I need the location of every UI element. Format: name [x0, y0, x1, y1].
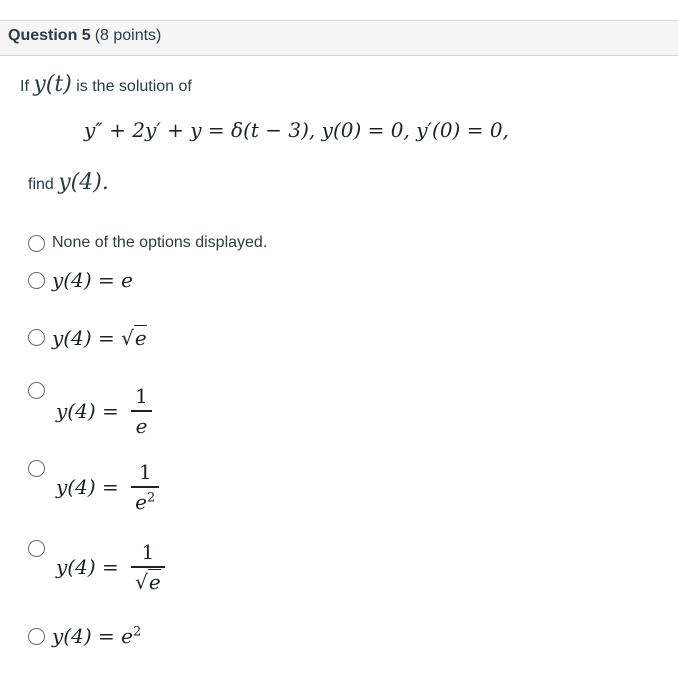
fraction-denominator: [131, 488, 159, 514]
prompt-intro: [20, 72, 192, 97]
option-radio-one-over-e-squared[interactable]: [28, 460, 45, 477]
option-equals: =: [98, 268, 115, 292]
fraction-denominator: e: [135, 413, 148, 438]
denominator-exponent: 2: [146, 489, 156, 505]
option-lhs: y(4): [56, 474, 96, 499]
option-rhs: e: [121, 268, 133, 292]
option-label-sqrt-e[interactable]: [52, 326, 147, 350]
option-rhs: [121, 624, 141, 648]
rhs-exponent: 2: [132, 624, 142, 640]
prompt-if: If: [20, 78, 29, 95]
option-radio-one-over-sqrt-e[interactable]: [28, 540, 45, 557]
option-radio-e[interactable]: [28, 272, 45, 289]
question-title: [8, 27, 161, 45]
find-label: find: [28, 176, 54, 193]
option-radio-e-squared[interactable]: [28, 628, 45, 645]
prompt-function: y(t): [33, 72, 72, 97]
option-equals: =: [98, 326, 115, 350]
option-label-one-over-sqrt-e[interactable]: [56, 540, 165, 594]
sqrt-expression: √e: [135, 569, 161, 594]
differential-equation: y″ + 2y′ + y = δ(t − 3), y(0) = 0, y′(0) = 0,: [84, 118, 509, 142]
fraction: [131, 384, 152, 438]
sqrt-radicand: e: [148, 569, 161, 594]
option-radio-none[interactable]: [28, 235, 45, 252]
prompt-intro-rest: is the solution of: [76, 78, 192, 95]
sqrt-radicand: e: [134, 326, 147, 350]
option-radio-sqrt-e[interactable]: [28, 329, 45, 346]
option-radio-one-over-e[interactable]: [28, 382, 45, 399]
option-lhs: y(4): [52, 624, 92, 648]
option-equals: =: [98, 624, 115, 648]
option-equals: =: [102, 554, 119, 579]
fraction-numerator: 1: [135, 384, 148, 408]
sqrt-expression: √e: [121, 326, 147, 350]
find-target: y(4).: [58, 170, 109, 195]
option-lhs: y(4): [56, 398, 96, 423]
option-equals: =: [102, 398, 119, 423]
fraction-numerator: 1: [141, 540, 155, 564]
option-label-one-over-e-squared[interactable]: [56, 460, 159, 514]
option-equals: =: [102, 474, 119, 499]
question-header: [0, 20, 678, 56]
fraction: [131, 540, 165, 594]
option-label-e[interactable]: [52, 268, 133, 292]
option-label-one-over-e[interactable]: [56, 384, 152, 438]
prompt-find: [28, 170, 109, 195]
fraction-numerator: 1: [138, 460, 152, 484]
fraction-denominator: [131, 568, 165, 594]
question-name: Question 5: [8, 27, 91, 44]
question-points: (8 points): [94, 27, 162, 44]
denominator-base: e: [135, 489, 147, 514]
option-lhs: y(4): [52, 268, 92, 292]
option-lhs: y(4): [56, 554, 96, 579]
fraction: [131, 460, 159, 514]
option-label-none[interactable]: None of the options displayed.: [52, 234, 268, 251]
option-lhs: y(4): [52, 326, 92, 350]
rhs-base: e: [121, 624, 133, 648]
option-label-e-squared[interactable]: [52, 624, 141, 648]
